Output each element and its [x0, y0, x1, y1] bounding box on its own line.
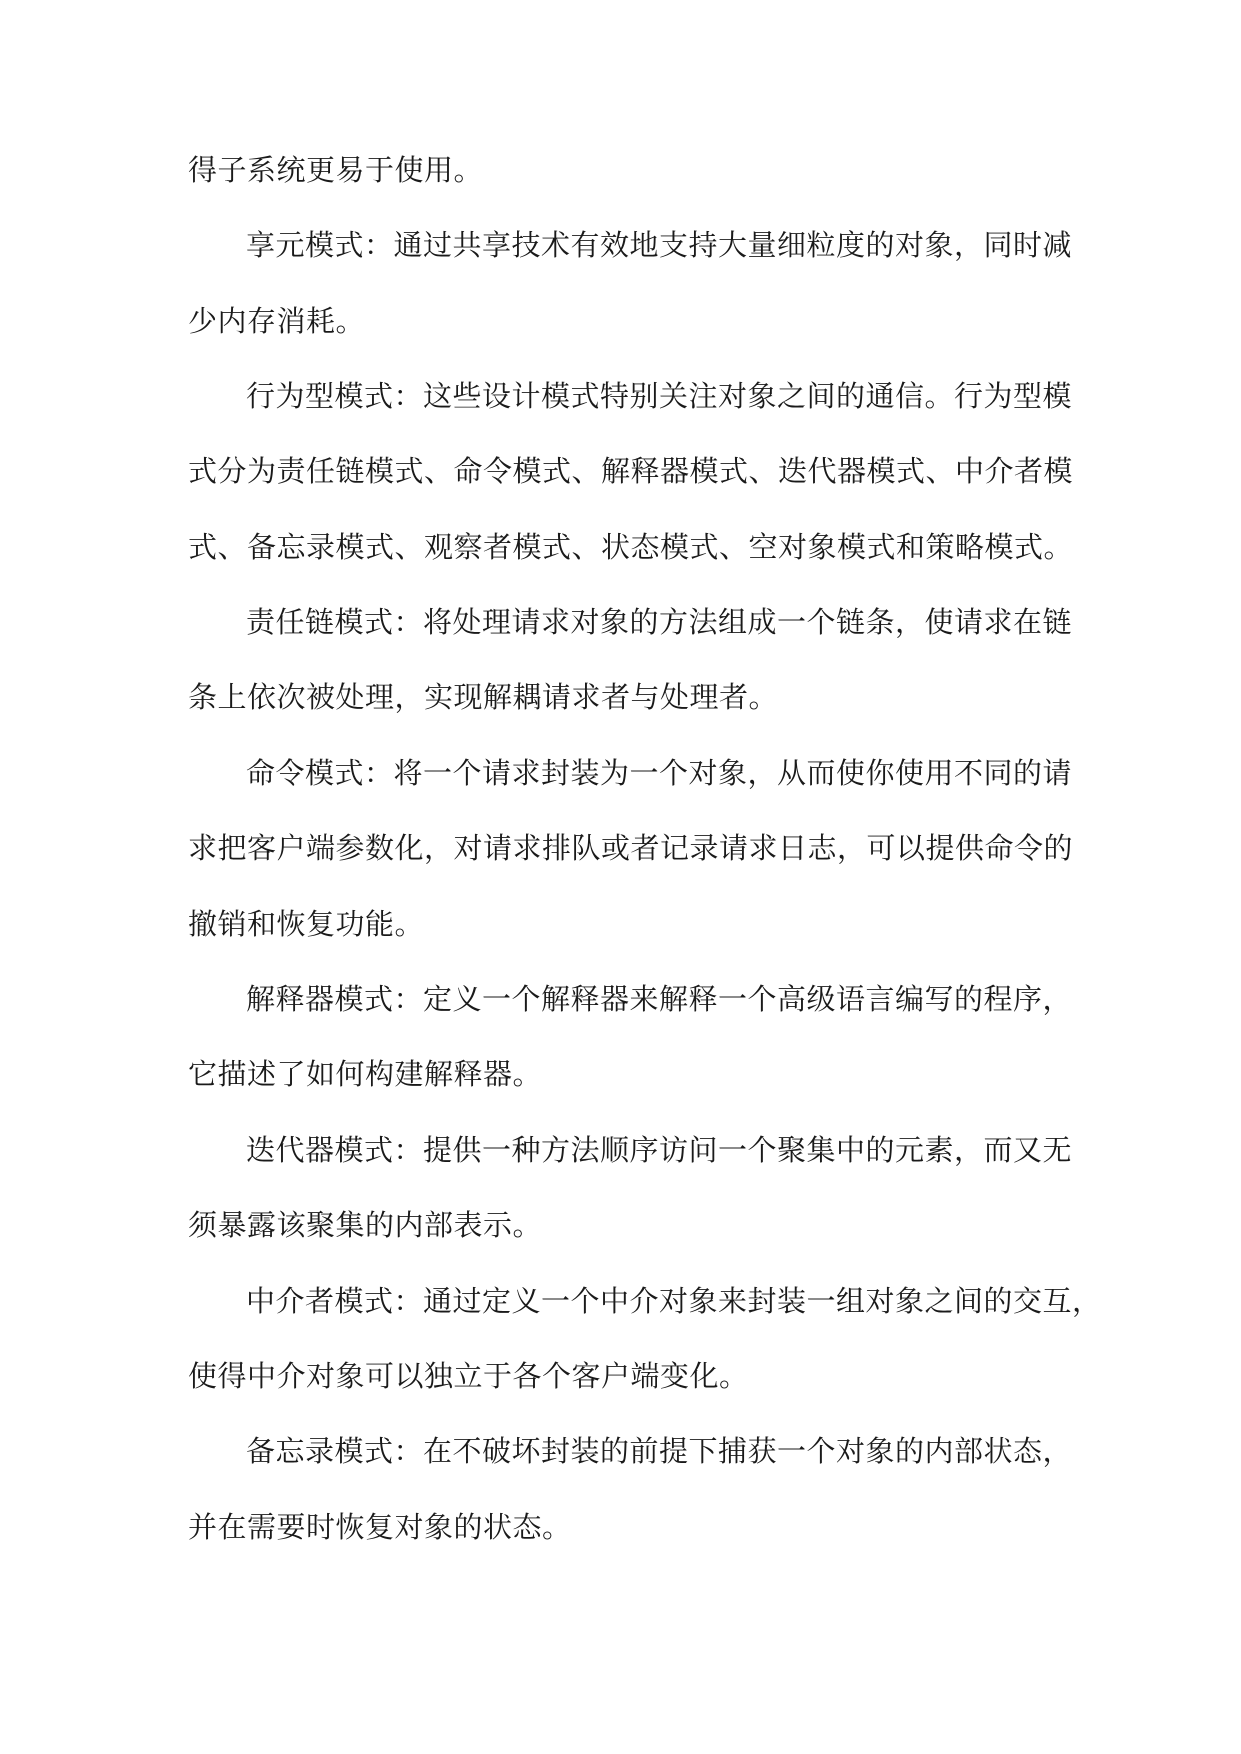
paragraph-line: 迭代器模式：提供一种方法顺序访问一个聚集中的元素，而又无 — [246, 1133, 1073, 1167]
paragraph-line: 中介者模式：通过定义一个中介对象来封装一组对象之间的交互， — [246, 1284, 1102, 1318]
paragraph-line: 责任链模式：将处理请求对象的方法组成一个链条，使请求在链 — [246, 605, 1073, 639]
paragraph-line: 式分为责任链模式、命令模式、解释器模式、迭代器模式、中介者模 — [188, 454, 1074, 488]
paragraph-line: 使得中介对象可以独立于各个客户端变化。 — [188, 1359, 749, 1393]
paragraph-line: 解释器模式：定义一个解释器来解释一个高级语言编写的程序， — [246, 982, 1073, 1016]
paragraph-line: 须暴露该聚集的内部表示。 — [188, 1208, 543, 1242]
paragraph-line: 撤销和恢复功能。 — [188, 907, 425, 941]
paragraph-line: 行为型模式：这些设计模式特别关注对象之间的通信。行为型模 — [246, 379, 1073, 413]
paragraph-line: 备忘录模式：在不破坏封装的前提下捕获一个对象的内部状态， — [246, 1434, 1073, 1468]
paragraph-line: 求把客户端参数化，对请求排队或者记录请求日志，可以提供命令的 — [188, 831, 1074, 865]
paragraph-line: 式、备忘录模式、观察者模式、状态模式、空对象模式和策略模式。 — [188, 530, 1074, 564]
paragraph-line: 并在需要时恢复对象的状态。 — [188, 1510, 572, 1544]
paragraph-line: 它描述了如何构建解释器。 — [188, 1057, 543, 1091]
paragraph-line: 条上依次被处理，实现解耦请求者与处理者。 — [188, 680, 779, 714]
paragraph-line: 享元模式：通过共享技术有效地支持大量细粒度的对象，同时减 — [246, 228, 1073, 262]
paragraph-line: 命令模式：将一个请求封装为一个对象，从而使你使用不同的请 — [246, 756, 1073, 790]
paragraph-line: 得子系统更易于使用。 — [188, 153, 484, 187]
paragraph-line: 少内存消耗。 — [188, 304, 366, 338]
